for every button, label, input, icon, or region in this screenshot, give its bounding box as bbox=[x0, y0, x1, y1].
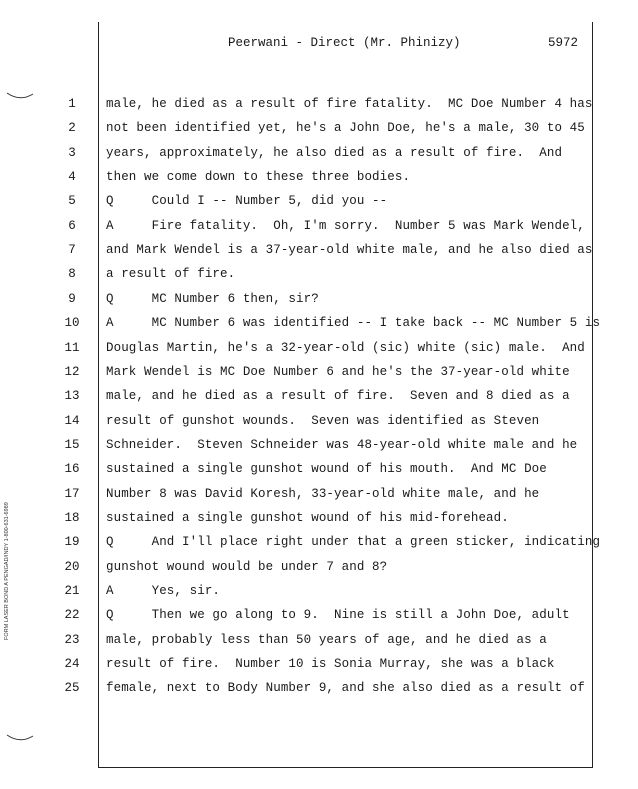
right-margin-rule bbox=[592, 22, 593, 768]
punch-mark-bottom-icon bbox=[6, 734, 34, 742]
line-number: 14 bbox=[64, 413, 80, 428]
line-text: male, he died as a result of fire fatality. MC Doe Number 4 has bbox=[106, 97, 593, 111]
line-number: 23 bbox=[64, 632, 80, 647]
line-text: sustained a single gunshot wound of his mouth. And MC Doe bbox=[106, 462, 547, 477]
line-number: 10 bbox=[64, 316, 80, 331]
line-text: male, and he died as a result of fire. Seven and 8 died as a bbox=[106, 389, 570, 404]
line-number: 9 bbox=[68, 291, 76, 306]
line-text: Schneider. Steven Schneider was 48-year-old white male and he bbox=[106, 437, 578, 452]
form-imprint: FORM LASER BOND A PENGAD/INDY 1-800-631-6989 bbox=[4, 502, 10, 640]
line-text: result of fire. Number 10 is Sonia Murray, she was a black bbox=[106, 657, 555, 672]
line-text: Q And I'll place right under that a green sticker, indicating bbox=[106, 535, 601, 550]
line-text: gunshot wound would be under 7 and 8? bbox=[106, 559, 388, 574]
line-text: Q Could I -- Number 5, did you -- bbox=[106, 194, 388, 209]
line-text: A Yes, sir. bbox=[106, 584, 221, 598]
line-text: A MC Number 6 was identified -- I take back -- MC Number 5 is bbox=[106, 316, 601, 331]
line-text: not been identified yet, he's a John Doe, he's a male, 30 to 45 bbox=[106, 121, 585, 136]
line-number: 3 bbox=[68, 145, 76, 160]
line-number: 19 bbox=[64, 535, 80, 550]
line-number: 17 bbox=[64, 486, 80, 501]
left-margin-rule bbox=[98, 22, 99, 768]
line-number: 7 bbox=[68, 243, 76, 258]
line-number: 5 bbox=[68, 194, 76, 209]
line-text: and Mark Wendel is a 37-year-old white male, and he also died as bbox=[106, 243, 593, 258]
line-number: 22 bbox=[64, 608, 80, 623]
line-text: Mark Wendel is MC Doe Number 6 and he's the 37-year-old white bbox=[106, 364, 570, 379]
page-number: 5972 bbox=[548, 36, 579, 50]
line-text: Douglas Martin, he's a 32-year-old (sic) white (sic) male. And bbox=[106, 340, 585, 355]
line-text: Number 8 was David Koresh, 33-year-old white male, and he bbox=[106, 486, 540, 501]
line-number: 6 bbox=[68, 218, 76, 233]
line-text: Q MC Number 6 then, sir? bbox=[106, 291, 319, 306]
line-number: 12 bbox=[64, 364, 80, 379]
line-text: male, probably less than 50 years of age, and he died as a bbox=[106, 632, 547, 647]
line-number: 2 bbox=[68, 121, 76, 136]
line-text: Q Then we go along to 9. Nine is still a John Doe, adult bbox=[106, 608, 570, 623]
line-number: 8 bbox=[68, 267, 76, 282]
line-text: A Fire fatality. Oh, I'm sorry. Number 5 was Mark Wendel, bbox=[106, 218, 585, 233]
line-text: sustained a single gunshot wound of his mid-forehead. bbox=[106, 510, 509, 525]
line-number: 18 bbox=[64, 510, 80, 525]
bottom-rule bbox=[98, 767, 593, 768]
line-text: then we come down to these three bodies. bbox=[106, 170, 411, 185]
line-number: 11 bbox=[64, 340, 80, 355]
line-number: 25 bbox=[64, 681, 80, 696]
line-number: 16 bbox=[64, 462, 80, 477]
line-number: 21 bbox=[64, 584, 80, 598]
line-text: a result of fire. bbox=[106, 267, 236, 282]
line-number: 4 bbox=[68, 170, 76, 185]
line-text: years, approximately, he also died as a result of fire. And bbox=[106, 145, 563, 160]
line-number: 24 bbox=[64, 657, 80, 672]
line-number: 13 bbox=[64, 389, 80, 404]
line-text: female, next to Body Number 9, and she also died as a result of bbox=[106, 681, 585, 696]
page-header-title: Peerwani - Direct (Mr. Phinizy) bbox=[228, 36, 461, 50]
line-text: result of gunshot wounds. Seven was identified as Steven bbox=[106, 413, 540, 428]
punch-mark-top-icon bbox=[6, 92, 34, 100]
line-number: 15 bbox=[64, 437, 80, 452]
line-number: 20 bbox=[64, 559, 80, 574]
line-number: 1 bbox=[68, 97, 76, 111]
